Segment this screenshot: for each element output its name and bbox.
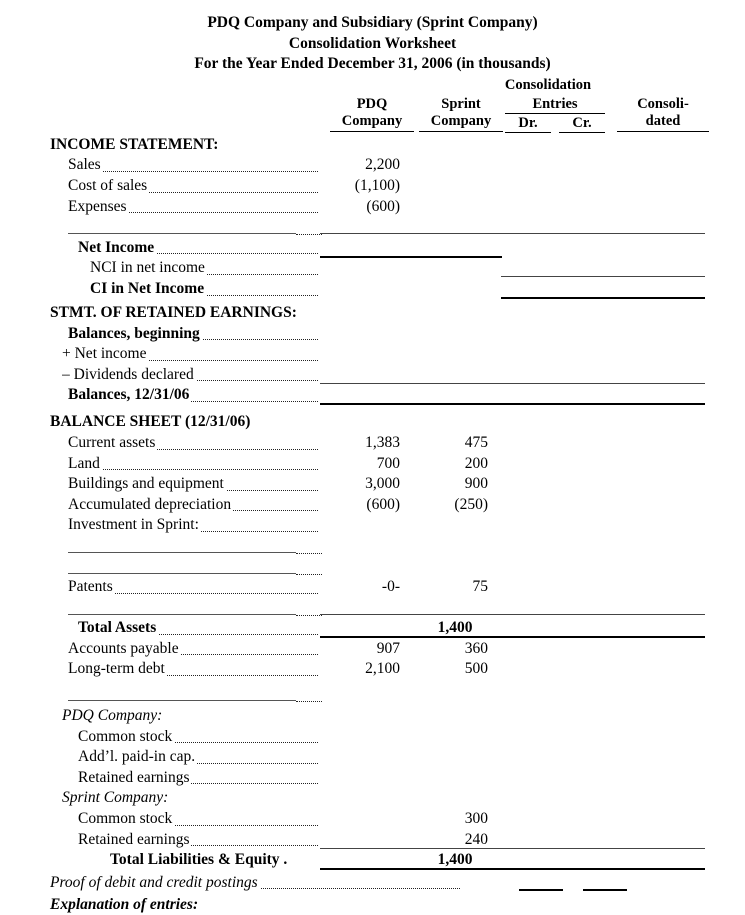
cell-investment-consolidated — [613, 515, 703, 536]
row-label-total-assets: Total Assets — [78, 618, 318, 639]
column-header-pdq-top: PDQ — [356, 95, 388, 112]
column-header-consolidated — [617, 96, 709, 132]
row-label-balances-beginning: Balances, beginning — [68, 324, 318, 345]
cell-balances-beginning-pdq — [318, 324, 400, 345]
cell-long-term-debt-dr — [497, 659, 549, 680]
column-header-pdq-bottom: Company — [330, 113, 414, 131]
table-row — [0, 155, 745, 176]
cell-accounts-payable-sprint: 360 — [464, 639, 488, 657]
section-heading-income-statement-label: INCOME STATEMENT: — [50, 135, 219, 153]
cell-long-term-debt-cr — [553, 659, 605, 680]
blank-write-in-row — [0, 536, 745, 557]
leader-dots — [296, 573, 322, 575]
cell-total-liabilities-equity-value: 1,400 — [437, 851, 473, 869]
column-header-sprint-bottom: Company — [419, 113, 503, 131]
cell-balances-beginning-consolidated — [613, 324, 703, 345]
row-label-pdq-paid-in-capital: Add’l. paid-in cap. — [78, 747, 318, 768]
section-heading-balance-sheet — [0, 406, 745, 433]
cell-cost-of-sales-cr — [553, 176, 605, 197]
row-label-net-income: Net Income — [78, 238, 318, 259]
subtotal-rule-total-liabilities-equity — [320, 848, 705, 849]
cell-buildings-sprint: 900 — [464, 475, 488, 493]
subtotal-rule-dividends — [320, 383, 705, 384]
cell-balances-beginning-sprint — [406, 324, 488, 345]
cell-expenses-sprint — [406, 197, 488, 218]
row-label-current-assets: Current assets — [68, 433, 318, 454]
row-label-plus-net-income: + Net income — [62, 344, 318, 365]
section-heading-income-statement — [0, 135, 745, 156]
cell-patents-sprint: 75 — [472, 578, 488, 596]
subsection-heading-sprint-company — [0, 788, 745, 809]
cell-pdq-retained-earnings-dr — [497, 768, 549, 789]
proof-row — [0, 871, 745, 895]
cell-patents-pdq: -0- — [381, 578, 400, 596]
cell-net-income-cr — [553, 238, 605, 259]
title-line-2: Consolidation Worksheet — [288, 34, 457, 52]
cell-pdq-retained-earnings-consolidated — [613, 768, 703, 789]
table-row — [0, 279, 745, 300]
table-row — [0, 830, 745, 851]
table-row — [0, 385, 745, 406]
write-in-line — [68, 614, 296, 615]
column-header-consolidated-top: Consoli- — [637, 95, 689, 112]
cell-expenses-pdq: (600) — [366, 197, 400, 215]
cell-sales-dr — [497, 155, 549, 176]
column-header-dr-label: Dr. — [505, 115, 551, 133]
row-label-total-liabilities-equity: Total Liabilities & Equity . — [110, 851, 288, 869]
cell-total-assets-value: 1,400 — [437, 619, 473, 637]
proof-dash-dr — [519, 889, 563, 891]
cell-plus-net-income-cr — [553, 344, 605, 365]
row-label-sprint-retained-earnings: Retained earnings — [78, 830, 318, 851]
table-row — [0, 659, 745, 680]
cell-sprint-common-stock-consolidated — [613, 809, 703, 830]
table-row — [0, 258, 745, 279]
subsection-heading-pdq-company-label: PDQ Company: — [62, 707, 163, 725]
table-row — [0, 474, 745, 495]
row-label-ci-in-net-income: CI in Net Income — [90, 279, 318, 300]
section-heading-retained-earnings — [0, 300, 745, 324]
cell-current-assets-pdq: 1,383 — [365, 433, 400, 451]
cell-current-assets-cr — [553, 433, 605, 454]
column-header-band — [0, 77, 745, 135]
leader-dots — [296, 233, 322, 235]
blank-write-in-row — [0, 217, 745, 238]
cell-cost-of-sales-dr — [497, 176, 549, 197]
leader-dots — [296, 552, 322, 554]
row-label-accounts-payable: Accounts payable — [68, 639, 318, 660]
cell-pdq-common-stock-cr — [553, 727, 605, 748]
cell-sales-cr — [553, 155, 605, 176]
cell-balances-beginning-dr — [497, 324, 549, 345]
cell-accum-depreciation-pdq: (600) — [366, 495, 400, 513]
cell-accum-depreciation-sprint: (250) — [454, 495, 488, 513]
cell-investment-pdq — [318, 515, 400, 536]
section-heading-retained-earnings-label: STMT. OF RETAINED EARNINGS: — [50, 303, 297, 321]
cell-pdq-common-stock-sprint — [406, 727, 488, 748]
cell-sales-sprint — [406, 155, 488, 176]
cell-patents-cr — [553, 577, 605, 598]
cell-plus-net-income-sprint — [406, 344, 488, 365]
cell-pdq-retained-earnings-cr — [553, 768, 605, 789]
cell-land-cr — [553, 454, 605, 475]
leader-dots — [296, 614, 322, 616]
row-label-cost-of-sales: Cost of sales — [68, 176, 318, 197]
table-row — [0, 344, 745, 365]
cell-buildings-consolidated — [613, 474, 703, 495]
cell-long-term-debt-pdq: 2,100 — [365, 660, 400, 678]
cell-land-sprint: 200 — [464, 454, 488, 472]
cell-pdq-paid-in-cap-sprint — [406, 747, 488, 768]
cell-accum-depreciation-cr — [553, 495, 605, 516]
write-in-line — [68, 700, 296, 701]
cell-investment-dr — [497, 515, 549, 536]
blank-write-in-row — [0, 598, 745, 619]
cell-accounts-payable-cr — [553, 639, 605, 660]
cell-investment-cr — [553, 515, 605, 536]
row-label-nci-in-net-income: NCI in net income — [90, 258, 318, 279]
cell-plus-net-income-pdq — [318, 344, 400, 365]
proof-dash-cr — [583, 889, 627, 891]
table-row — [0, 639, 745, 660]
cell-long-term-debt-sprint: 500 — [464, 660, 488, 678]
table-row — [0, 197, 745, 218]
table-row — [0, 238, 745, 259]
cell-expenses-dr — [497, 197, 549, 218]
subsection-heading-sprint-company-label: Sprint Company: — [62, 789, 169, 807]
table-row-total-assets — [0, 618, 745, 639]
cell-pdq-retained-earnings-sprint — [406, 768, 488, 789]
row-label-pdq-common-stock: Common stock — [78, 727, 318, 748]
cell-buildings-dr — [497, 474, 549, 495]
proof-label: Proof of debit and credit postings — [50, 873, 460, 894]
cell-accum-depreciation-consolidated — [613, 495, 703, 516]
write-in-line — [68, 233, 296, 234]
cell-pdq-common-stock-dr — [497, 727, 549, 748]
row-label-long-term-debt: Long-term debt — [68, 659, 318, 680]
row-label-investment-in-sprint: Investment in Sprint: — [68, 515, 318, 536]
cell-cost-of-sales-consolidated — [613, 176, 703, 197]
cell-balances-beginning-cr — [553, 324, 605, 345]
cell-accounts-payable-pdq: 907 — [376, 639, 400, 657]
worksheet-body — [0, 135, 745, 915]
table-row — [0, 495, 745, 516]
table-row — [0, 727, 745, 748]
blank-write-in-row — [0, 680, 745, 706]
cell-pdq-paid-in-cap-pdq — [318, 747, 400, 768]
cell-net-income-consolidated — [613, 238, 703, 259]
cell-pdq-retained-earnings-pdq — [318, 768, 400, 789]
column-header-dr — [505, 115, 551, 133]
subtotal-rule-net-income — [320, 233, 705, 234]
cell-plus-net-income-consolidated — [613, 344, 703, 365]
column-header-sprint — [419, 96, 503, 132]
subsection-heading-pdq-company — [0, 706, 745, 727]
cell-patents-consolidated — [613, 577, 703, 598]
table-row — [0, 324, 745, 345]
cell-pdq-paid-in-cap-consolidated — [613, 747, 703, 768]
subtotal-rule-nci — [501, 276, 705, 277]
column-header-entries — [505, 96, 605, 114]
row-label-sales: Sales — [68, 155, 318, 176]
column-header-sprint-top: Sprint — [441, 95, 481, 112]
cell-sprint-retained-earnings-sprint: 240 — [464, 830, 488, 848]
cell-land-consolidated — [613, 454, 703, 475]
cell-land-dr — [497, 454, 549, 475]
row-label-accumulated-depreciation: Accumulated depreciation — [68, 495, 318, 516]
cell-buildings-pdq: 3,000 — [365, 475, 400, 493]
table-row — [0, 454, 745, 475]
cell-current-assets-consolidated — [613, 433, 703, 454]
cell-accounts-payable-dr — [497, 639, 549, 660]
title-line-3: For the Year Ended December 31, 2006 (in thousands) — [194, 55, 551, 73]
table-row — [0, 747, 745, 768]
leader-dots — [296, 700, 322, 702]
cell-sprint-common-stock-sprint: 300 — [464, 810, 488, 828]
cell-cost-of-sales-pdq: (1,100) — [354, 177, 400, 195]
column-header-entries-label: Entries — [505, 96, 605, 114]
cell-land-pdq: 700 — [376, 454, 400, 472]
row-label-buildings-and-equipment: Buildings and equipment — [68, 474, 318, 495]
cell-pdq-paid-in-cap-dr — [497, 747, 549, 768]
row-label-expenses: Expenses — [68, 197, 318, 218]
consolidation-group-label: Consolidation — [504, 76, 592, 93]
cell-pdq-common-stock-consolidated — [613, 727, 703, 748]
table-row — [0, 768, 745, 789]
cell-expenses-cr — [553, 197, 605, 218]
cell-patents-dr — [497, 577, 549, 598]
table-row — [0, 176, 745, 197]
cell-cost-of-sales-sprint — [406, 176, 488, 197]
cell-current-assets-dr — [497, 433, 549, 454]
section-heading-balance-sheet-label: BALANCE SHEET (12/31/06) — [50, 412, 251, 430]
title-line-1: PDQ Company and Subsidiary (Sprint Company) — [207, 14, 538, 31]
table-row — [0, 515, 745, 536]
blank-write-in-row — [0, 557, 745, 578]
column-header-consolidated-bottom: dated — [617, 113, 709, 131]
cell-net-income-dr — [497, 238, 549, 259]
table-row — [0, 809, 745, 830]
cell-accounts-payable-consolidated — [613, 639, 703, 660]
cell-current-assets-sprint: 475 — [464, 433, 488, 451]
explanation-row — [0, 895, 745, 915]
cell-buildings-cr — [553, 474, 605, 495]
row-label-balances-ending: Balances, 12/31/06 — [68, 385, 318, 406]
table-row — [0, 433, 745, 454]
worksheet-title-block — [0, 0, 745, 75]
cell-pdq-common-stock-pdq — [318, 727, 400, 748]
cell-sales-consolidated — [613, 155, 703, 176]
table-row-total-liabilities-equity — [0, 850, 745, 871]
row-label-dividends-declared: – Dividends declared — [62, 365, 318, 386]
column-header-cr — [559, 115, 605, 133]
cell-investment-sprint — [406, 515, 488, 536]
cell-sprint-common-stock-pdq — [318, 809, 400, 830]
write-in-line — [68, 552, 296, 553]
cell-pdq-paid-in-cap-cr — [553, 747, 605, 768]
cell-sprint-common-stock-cr — [553, 809, 605, 830]
cell-accum-depreciation-dr — [497, 495, 549, 516]
cell-plus-net-income-dr — [497, 344, 549, 365]
cell-sprint-common-stock-dr — [497, 809, 549, 830]
column-header-cr-label: Cr. — [559, 115, 605, 133]
cell-long-term-debt-consolidated — [613, 659, 703, 680]
row-label-land: Land — [68, 454, 318, 475]
row-label-sprint-common-stock: Common stock — [78, 809, 318, 830]
subtotal-rule-total-assets — [320, 614, 705, 615]
cell-expenses-consolidated — [613, 197, 703, 218]
column-header-pdq — [330, 96, 414, 132]
row-label-patents: Patents — [68, 577, 318, 598]
write-in-line — [68, 573, 296, 574]
table-row — [0, 577, 745, 598]
row-label-pdq-retained-earnings: Retained earnings — [78, 768, 318, 789]
explanation-of-entries-label: Explanation of entries: — [50, 895, 199, 913]
table-row — [0, 365, 745, 386]
cell-sales-pdq: 2,200 — [365, 156, 400, 174]
